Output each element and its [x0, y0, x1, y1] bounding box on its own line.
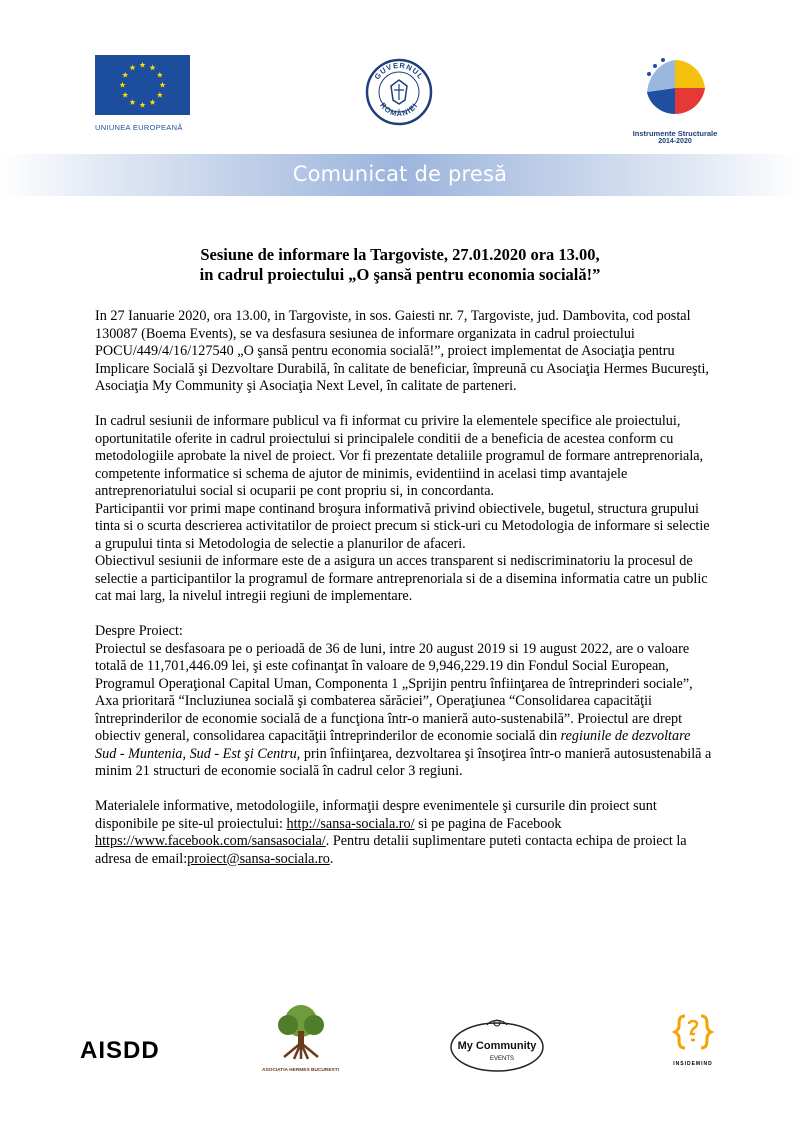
facebook-link[interactable]: https://www.facebook.com/sansasociala/: [95, 833, 326, 849]
document-body: [95, 308, 715, 868]
mycommunity-title: My Community: [457, 1040, 537, 1052]
hermes-caption: ASOCIATIA HERMES BUCURESTI: [261, 1068, 340, 1073]
paragraph-session-content: In cadrul sesiunii de informare publicul va fi informat cu privire la elementele specifice ale proiectului, oportunitatile oferite in cadrul proiectului si principalele conditii de a beneficia de acestea conform cu metodologiile aprobate la nivel de proiect. Vor fi prezentate detaliile programul de formare antreprenoriala, competente informatice si schema de ajutor de minimis, evidentiind in acelasi timp avantajele antreprenoriatului social si ocuparii pe cont propriu si, in concordanta.: [95, 413, 704, 499]
insidemind-caption: INSIDEMIND: [673, 1061, 713, 1067]
title-line-1: Sesiune de informare la Targoviste, 27.01.2020 ora 13.00,: [200, 245, 600, 264]
project-site-link[interactable]: http://sansa-sociala.ro/: [286, 815, 415, 832]
about-project-heading: Despre Proiect:: [95, 623, 183, 639]
mycommunity-subtitle: EVENTS: [489, 1056, 515, 1062]
document-title: [100, 245, 700, 285]
structural-instruments-icon: [635, 52, 715, 122]
regions-italic: regiunile de dezvoltare Sud - Muntenia, Sud - Est şi Centru: [95, 728, 691, 762]
banner-title: Comunicat de presă: [292, 162, 508, 186]
paragraph-contact: Materialele informative, metodologiile, informaţii despre evenimentele şi cursurile din proiect sunt disponibile pe site-ul proiectului: http://sansa-sociala.ro/ si pe pagina de Facebook https://www.facebook.com/sansasociala/. Pentru detalii suplimentare puteti contacta echipa de proiect la adresa de email:proiect@sansa-sociala.ro.: [95, 798, 687, 867]
insidemind-logo: [658, 1012, 728, 1067]
tree-icon: [266, 1003, 336, 1061]
gov-text-bottom: ROMÂNIEI: [378, 100, 420, 119]
government-seal-icon: [365, 58, 433, 126]
aisdd-logo: AISDD: [80, 1037, 160, 1064]
structural-instruments-logo: [620, 52, 730, 145]
email-link[interactable]: proiect@sansa-sociala.ro: [187, 850, 330, 867]
hermes-logo: [258, 1003, 343, 1073]
paragraph-objective: Obiectivul sesiunii de informare este de a asigura un acces transparent si nediscriminatoriu la procesul de selectie a participantilor la programul de formare antreprenoriala si de a disemina informatia catre un public cat mai larg, la nivelul intregii regiuni de implementare.: [95, 553, 708, 604]
press-release-banner: [0, 154, 800, 196]
gov-text-top: GUVERNUL: [372, 60, 426, 82]
paragraph-event-info: In 27 Ianuarie 2020, ora 13.00, in Targoviste, in sos. Gaiesti nr. 7, Targoviste, jud. Dambovita, cod postal 130087 (Boema Events), se va desfasura sesiunea de informare organizata in cadrul proiectului POCU/449/4/16/127540 „O şansă pentru economia socială!”, proiect implementat de Asociaţia pentru Implicare Socială şi Dezvoltare Durabilă, în calitate de beneficiar, împreună cu Asociaţia Hermes Bucureşti, Asociaţia My Community şi Asociaţia Next Level, în calitate de parteneri.: [95, 308, 709, 394]
svg-text:GUVERNUL: [372, 61, 425, 81]
eu-caption: UNIUNEA EUROPEANĂ: [95, 123, 183, 132]
title-line-2: in cadrul proiectului „O şansă pentru economia socială!”: [199, 265, 601, 284]
is-caption-line2: 2014-2020: [658, 138, 692, 145]
is-caption-line1: Instrumente Structurale: [632, 129, 718, 138]
eu-flag-icon: [95, 55, 190, 115]
eu-logo: [95, 55, 195, 132]
insidemind-icon: [671, 1012, 715, 1052]
paragraph-project-details: Proiectul se desfasoara pe o perioadă de 36 de luni, intre 20 august 2019 si 19 august 2022, are o valoare totală de 11,701,446.09 lei, şi este cofinanţat în valoare de 9,946,229.19 din Fondul Social European, Programul Operaţional Capital Uman, Componenta 1 „Sprijin pentru înfiinţarea de întreprinderi sociale”, Axa prioritară “Incluziunea socială şi combaterea sărăciei”, Operaţiunea “Consolidarea capacităţii întreprinderilor de economie socială de a funcţiona într-o manieră auto-sustenabilă”. Proiectul are drept obiectiv general, consolidarea capacităţii întreprinderilor de economie socială din regiunile de dezvoltare Sud - Muntenia, Sud - Est şi Centru, prin înfiinţarea, dezvoltarea şi însoţirea într-o manieră autosustenabilă a minim 21 structuri de economie socială în cadrul celor 3 regiuni.: [95, 640, 712, 779]
paragraph-participants: Participantii vor primi mape continand broşura informativă privind obiectivele, bugetul, structura grupului tinta si o scurta descrierea activitatilor de proiect precum si stick-uri cu Metodologia de informare si selectie a grupului tinta si Metodologia de selectie a planurilor de afaceri.: [95, 500, 710, 552]
my-community-logo: [447, 1015, 547, 1075]
